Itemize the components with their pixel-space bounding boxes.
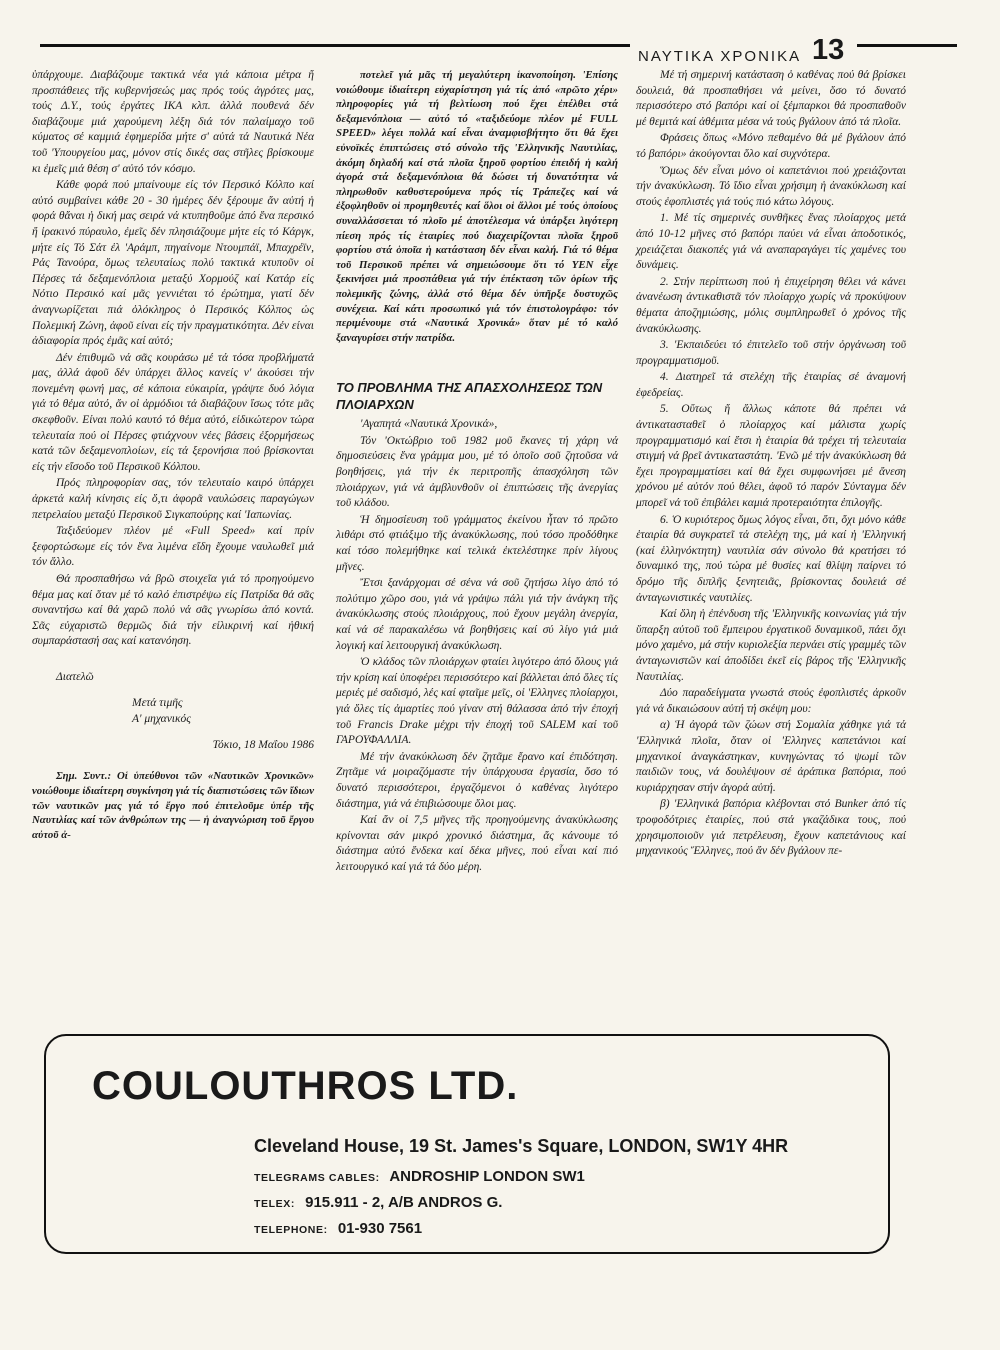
paragraph: Πρός πληροφορίαν σας, τόν τελευταίο καιρό ὑπάρχει ἀρκετά καλή κίνησις είς ὅ,τι ἀφορᾶ ναυλώσεις παραγώγων πετρελαίου μεταξύ Περσικοῦ Σιγκαπούρης καί 'Ιαπωνίας. [32,477,314,521]
signature-line-2: Α' μηχανικός [132,713,191,726]
editor-note-continued: ποτελεῖ γιά μᾶς τή μεγαλύτερη ἱκανοποίηση. 'Επίσης νοιώθουμε ἰδιαίτερη εὐχαρίστηση γιά τίς ἀπό «πρῶτο χέρι» πληροφορίες γιά τή βελτίωση πού ἔχει ἐπέλθει στά δεξαμενόπλοια — αὐτό τό «ταξιδεύομε πλέον μέ FULL SPEED» λέγει πολλά καί εἶναι ἀναμφισβήτητο ὅτι θά ἔχει εὐνοϊκές ἐπιπτώσεις στό σύνολο τῆς 'Ελληνικῆς Ναυτιλίας, ἀκόμη δηλαδή καί στά πλοῖα ξηροῦ φορτίου ἐπειδή ἡ καλή ἀγορά στά δεξαμενόπλοια θά δώσει τή δυνατότητα νά πληρωθοῦν καθυστερούμενα πρός τίς Τράπεζες καί νά ἐξοφληθοῦν οἱ προμηθευτές καί ὅλοι οἱ ἄλλοι μέ τούς ὁποίους συναλλάσσεται τό πλοῖο μέ ἀποτέλεσμα νά ὑπάρξει λιγότερη πίεση πρός τίς ἑταιρίες πού διαχειρίζονται πλοῖα ξηροῦ φορτίου στά ὁποῖα ἡ κατάσταση δέν εἶναι καλή. Γιά τό θέμα τοῦ Περσικοῦ πρέπει νά σημειώσουμε ὅτι τό ΥΕΝ εἶχε ξεκινήσει μιά προσπάθεια γιά τήν ἐπέκταση τῶν ὁρίων τῆς πολεμικῆς ζώνης, ἀλλά στό θέμα δέν ὑπῆρξε δυστυχῶς συνέχεια. Καί κάτι προσωπικό γιά τόν ἐπιστολογράφο: τόν περιμένουμε στά «Ναυτικά Χρονικά» ὅταν μέ τό καλό ξαναγυρίσει στήν πατρίδα. [336,69,618,344]
paragraph: Δύο παραδείγματα γνωστά στούς ἐφοπλιστές ἀρκοῦν γιά νά δικαιώσουν αὐτή τή σκέψη μου: [636,687,906,715]
paragraph: 5. Οὕτως ἤ ἄλλως κάποτε θά πρέπει νά ἀντικατασταθεῖ ὁ πλοίαρχος καί μάλιστα χωρίς προγραμματισμό καί ἔτσι ἡ ἑταιρία θά τρέχει τή τελευταία στιγμή νά βρεῖ ἀντικαταστάτη. 'Ενῶ μέ τήν ἀνακύκλωση θά ἔχει προγραμματίσει καί θά ἔχει συμφωνήσει μέ ἄνεση χρόνου μέ αὐτόν πού θέλει, ἀφοῦ τό παρόν Σύνταγμα δέν μπορεῖ νά τοῦ ἐπιβάλει καμιά προτεραιότητα ἐπιλογῆς. [636,403,906,510]
header-rule-left [40,44,630,47]
paragraph: Φράσεις ὅπως «Μόνο πεθαμένο θά μέ βγάλουν ἀπό τό βαπόρι» ἀκούγονται ὅλο καί συχνότερα. [636,132,906,160]
telegrams-value: ANDROSHIP LONDON SW1 [389,1168,585,1185]
telephone-label: TELEPHONE: [254,1224,328,1236]
column-3 [636,68,906,1028]
letter-salutation: 'Αγαπητά «Ναυτικά Χρονικά», [360,418,498,431]
paragraph: Δέν ἐπιθυμῶ νά σᾶς κουράσω μέ τά τόσα προβλήματά μας, ἀλλά ἀφοῦ δέν ὑπάρχει ἄλλος κανείς ν' ἀκούσει τήν πονεμένη φωνή μας, σέ κάποια εὐκαιρία, γράψτε δυό λόγια γιά τό θέμα αὐτό, ἄν οἱ ἁρμόδιοι τά διαβάζουν ἴσως τότε μᾶς σκεφθοῦν. Είναι πολύ καυτό τό θέμα αὐτό, εἰδικώτερον τώρα τελευταία πού οἱ Πέρσες φτιάχνουν νέες βάσεις ἐξορμήσεως κατά τῶν δεξαμενοπλοίων, είς τά ξερονήσια πού βρίσκονται είς τήν εἴσοδο τοῦ Περσικοῦ Κόλπου. [32,351,314,473]
paragraph: Καί ὅλη ἡ ἐπένδυση τῆς 'Ελληνικῆς κοινωνίας γιά τήν ὕπαρξη αὐτοῦ τοῦ ἔμπειρου ἐργατικοῦ δυναμικοῦ, πάει ὄχι μόνο χαμένο, μά στήν κυριολεξία περνάει στίς γραμμές τῶν ἀνταγωνιστῶν καί ἀποδίδει ἐκεῖ είς βάρος τῆς 'Ελληνικῆς Ναυτιλίας. [636,608,906,683]
telegrams-row [254,1168,585,1185]
paragraph: β) 'Ελληνικά βαπόρια κλέβονται στό Bunker ἀπό τίς τροφοδότριες ἑταιρίες, πού στά γκαζάδικα τους, πού χρησιμοποιοῦν γιά πετρέλευση, ἔχουν καπετάνιους καί μηχανικούς Ἕλληνες, πού ἄν δέν βγάλουν πε- [636,798,906,858]
telephone-value: 01-930 7561 [337,1220,423,1237]
paragraph: 1. Μέ τίς σημερινές συνθῆκες ἕνας πλοίαρχος μετά ἀπό 10-12 μῆνες στό βαπόρι παύει νά εἶναι ἀποδοτικός, χρειάζεται διακοπές γιά νά αναπαραγάγει τίς χαμένες του δυνάμεις. [636,212,906,272]
editor-note [32,769,314,842]
paragraph: Κάθε φορά πού μπαίνουμε είς τόν Περσικό Κόλπο καί αὐτό συμβαίνει κάθε 20 - 30 ἡμέρες δέν ξέρουμε ἄν αὐτή ἡ φορά θἄναι ἡ δική μας σειρά νά κτυπηθοῦμε ἀπό ἕνα περσικό ἤ ἰρακινό πύραυλο, ἐμεῖς δέν πλησιάζουμε μήτε είς τό Κάργκ, μήτε είς Τό Σάτ ἐλ 'Αράμπ, πηγαίνομε Ντουμπάϊ, Μπαχρέϊν, Ράς Τανούρα, ὅμως τελευταίως πολύ τακτικά κτυποῦν οἱ Πέρσες τά δεξαμενόπλοια μεταξύ Χορμούζ καί Κατάρ είς Νότιο Περσικό καί μᾶς γεννιέται τό ἐρώτημα, γιατί δέν ἀναγνωρίζεται πιά ὁλόκληρος ὁ Περσικός Κόλπος ὡς Πολεμική Ζώνη, ἀφοῦ είναι είς τήν πραγματικότητα. Δέν είναι ἀδιαφορία πρός ἐμᾶς καί αὐτό; [32,179,314,348]
paragraph: Μέ τή σημερινή κατάσταση ὁ καθένας πού θά βρίσκει δουλειά, θά προσπαθήσει νά μείνει, ὅσο τό δυνατό περισσότερο στό βαπόρι καί οἱ ξέμπαρκοι θά προσπαθοῦν μέ θεμιτά καί ἀθέμιτα μέσα νά τούς βγάλουν ἀπό τά πλοῖα. [636,69,906,128]
column-1 [32,68,314,1008]
paragraph: Ἔτσι ξανάρχομαι σέ σένα νά σοῦ ζητήσω λίγο ἀπό τό πολύτιμο χῶρο σου, γιά νά γράψω πάλι γιά τήν ἀνάγκη τῆς ἀνακύκλωσης στούς πλοιάρχους, πού ἔχουν μεγάλη ἀνεργία, καί νά σέ παρακαλέσω νά βοηθήσεις καί σύ λίγο γιά μιά λογική καί λειτουργική ἀνακύκλωση. [336,577,618,652]
paragraph: Καί ἄν οἱ 7,5 μῆνες τῆς προηγούμενης ἀνακύκλωσης κρίνονται σάν μικρό χρονικό διάστημα, ἄς κάνουμε τό διάστημα αὐτό ἔνδεκα καί δέκα μῆνες, πού εἶναι καί πιό λειτουργικό καί γιά τά δύο μέρη. [336,814,618,873]
paragraph: ὑπάρχουμε. Διαβάζουμε τακτικά νέα γιά κάποια μέτρα ἤ προσπάθειες τῆς κυβερνήσεώς μας πρός τούς ἀγρότες μας, τούς Δ.Υ., τούς ἐργάτες ΙΚΑ κλπ. ἀλλά πουθενά δέν διαβάζουμε μιά χαρούμενη λέξη διά τόν παλαίμαχο τοῦ κύματος σέ καμμιά ἐφημερίδα μήτε σ' αὐτά τά Ναυτικά Νέα τοῦ 'Υπουργείου μας, μόνον στίς δικές σας στῆλες βρίσκουμε κι ἐμεῖς μιά θέση σ' αὐτό τόν κόσμο. [32,69,314,175]
paragraph: Θά προσπαθήσω νά βρῶ στοιχεῖα γιά τό προηγούμενο θέμα μας καί ὅταν μέ τό καλό ἐπιστρέψω είς Πατρίδα θά σᾶς συναντήσω καί θά χαρῶ πολύ νά σᾶς γνωρίσω ἀπό κοντά. Σᾶς εὐχαριστῶ θερμῶς διά τήν εἰλικρινή καί ἠθική συμπαράστασή σας καί κατανόηση. [32,573,314,648]
paragraph: 4. Διατηρεῖ τά στελέχη τῆς ἑταιρίας σέ ἀναμονή ἐφεδρείας. [636,371,906,399]
paragraph: Τόν 'Οκτώβριο τοῦ 1982 μοῦ ἔκανες τή χάρη νά δημοσιεύσεις ἕνα γράμμα μου, μέ τό ὁποῖο σοῦ ζητοῦσα νά βοηθήσεις, γιά τήν ἐκ περιτροπῆς ἀπασχόληση τῶν πλοιάρχων, γιά νά ἀμβλυνθοῦν οἱ ἐπιπτώσεις τῆς ἀνεργίας τοῦ κλάδου. [336,434,618,510]
paragraph: 3. 'Εκπαιδεύει τό ἐπιτελεῖο τοῦ στήν ὀργάνωση τοῦ προγραμματισμοῦ. [636,339,906,367]
company-name: COULOUTHROS LTD. [92,1064,519,1108]
telex-row [254,1194,502,1211]
header-title: ΝΑΥΤΙΚΑ ΧΡΟΝΙΚΑ [638,48,802,65]
telegrams-label: TELEGRAMS CABLES: [254,1172,380,1184]
editor-note-text: Οἱ ὑπεύθυνοι τῶν «Ναυτικῶν Χρονικῶν» νοιώθουμε ἰδιαίτερη συγκίνηση γιά τίς διαπιστώσεις τῶν ἴδιων τῶν ναυτικῶν μας γιά τό ἔργο πού ἐπιτελοῦμε ὑπέρ τῆς Ναυτιλίας καί τῶν ἀνθρώπων της — ἡ ἀναγνώριση τοῦ ἔργου αὐτοῦ ἀ- [32,770,314,841]
paragraph: α) Ἡ ἀγορά τῶν ζώων στή Σομαλία χάθηκε γιά τά 'Ελληνικά πλοῖα, ὅταν οἱ 'Ελληνες καπετάνιοι καί μηχανικοί ἀναγκάστηκαν, κυνηγώντας τό ψωμί τῶν παιδιῶν τους, νά δουλέψουν σέ ἀράπικα βαπόρια, πού κυριάρχησαν στήν ἀγορά αὐτή. [636,719,906,794]
letter-date: Τόκιο, 18 Μαΐου 1986 [212,738,314,751]
telex-value: 915.911 - 2, A/B ANDROS G. [305,1194,503,1211]
signature-line-1: Μετά τιμῆς [132,696,183,709]
paragraph: 6. Ὁ κυριότερος ὅμως λόγος εἶναι, ὅτι, ὄχι μόνο κάθε ἑταιρία θά συγκρατεῖ τά στελέχη της, μά καί ἡ 'Ελληνική (καί ἑλληνόκτητη) ναυτιλία σάν σύνολο θά κρατήσει τό δυναμικό της, πού τώρα μέ θυσίες καί θλίψη παίρνει τό δρόμο τῆς διπλῆς ξενητειᾶς, βρίσκοντας δουλειά σέ ἀνταγωνιστικές ναυτιλίες. [636,513,906,604]
letter-closing: Διατελῶ [56,670,94,683]
paragraph: Ὅμως δέν εἶναι μόνο οἱ καπετάνιοι πού χρειάζονται τήν ἀνακύκλωση. Τό ἴδιο εἶναι χρήσιμη ἡ ἀνακύκλωση καί στούς ἐφοπλιστές γιά τούς πιό κάτω λόγους. [636,164,906,208]
article-heading: ΤΟ ΠΡΟΒΛΗΜΑ ΤΗΣ ΑΠΑΣΧΟΛΗΣΕΩΣ ΤΩΝ ΠΛΟΙΑΡΧΩΝ [336,380,603,413]
telex-label: TELEX: [254,1198,295,1210]
page-number: 13 [812,34,845,66]
paragraph: Μέ τήν ἀνακύκλωση δέν ζητᾶμε ἔρανο καί ἐπιδότηση. Ζητᾶμε νά μοιραζόμαστε τήν ὑπάρχουσα ἐργασία, ὅσο τό δυνατό περισσότεροι, ἐργαζόμενοι ὁ καθένας λιγότερο διάστημα, γιά νά ἐπιβιώσουμε ὅλοι μας. [336,750,618,810]
company-address: Cleveland House, 19 St. James's Square, LONDON, SW1Y 4HR [254,1136,789,1156]
paragraph: 2. Στήν περίπτωση πού ἡ ἐπιχείρηση θέλει νά κάνει ἀνανέωση ἀντικαθιστᾶ τόν πλοίαρχο χωρίς νά προκύψουν θέματα ἀποζημιώσης, μόλις συμπληρωθεῖ ὁ χρόνος τῆς ἀνακύκλωσης. [636,275,906,335]
paragraph: Ἡ δημοσίευση τοῦ γράμματος ἐκείνου ἦταν τό πρῶτο λιθάρι στό φτιάξιμο τῆς ἀνακύκλωσης, πού τόσο προδόθηκε καί τόσο πολεμήθηκε καί τελικά ἐκτελέστηκε πρίν λίγους μῆνες. [336,513,618,573]
header-rule-right [857,44,957,47]
paragraph: Ὁ κλάδος τῶν πλοιάρχων φταίει λιγότερο ἀπό ὅλους γιά τήν κρίση καί ὑποφέρει περισσότερο καί βάλλεται ἀπό ὅλες τίς μεριές μέ σαδισμό, λές καί φταῖμε μεῖς, οἱ 'Ελληνες πλοίαρχοι, γιά ὅλες τίς ἁμαρτίες πού γίναν στή θάλασσα ἀπό τήν ἐποχή τοῦ Francis Drake μέχρι τήν ἐποχή τοῦ SALEM καί τοῦ ΓΑΡΟΥΦΑΛΛΙΑ. [336,656,618,747]
editor-note-prefix: Σημ. Συντ.: [56,770,112,783]
advertisement-box [44,1034,890,1254]
paragraph: Ταξιδεύομεν πλέον μέ «Full Speed» καί πρίν ξεφορτώσωμε είς τόν ἕνα λιμένα εἴδη ἔχουμε ναυλωθεῖ μιά τόν ἄλλο. [32,525,314,569]
column-2 [336,68,618,873]
telephone-row [254,1220,422,1237]
